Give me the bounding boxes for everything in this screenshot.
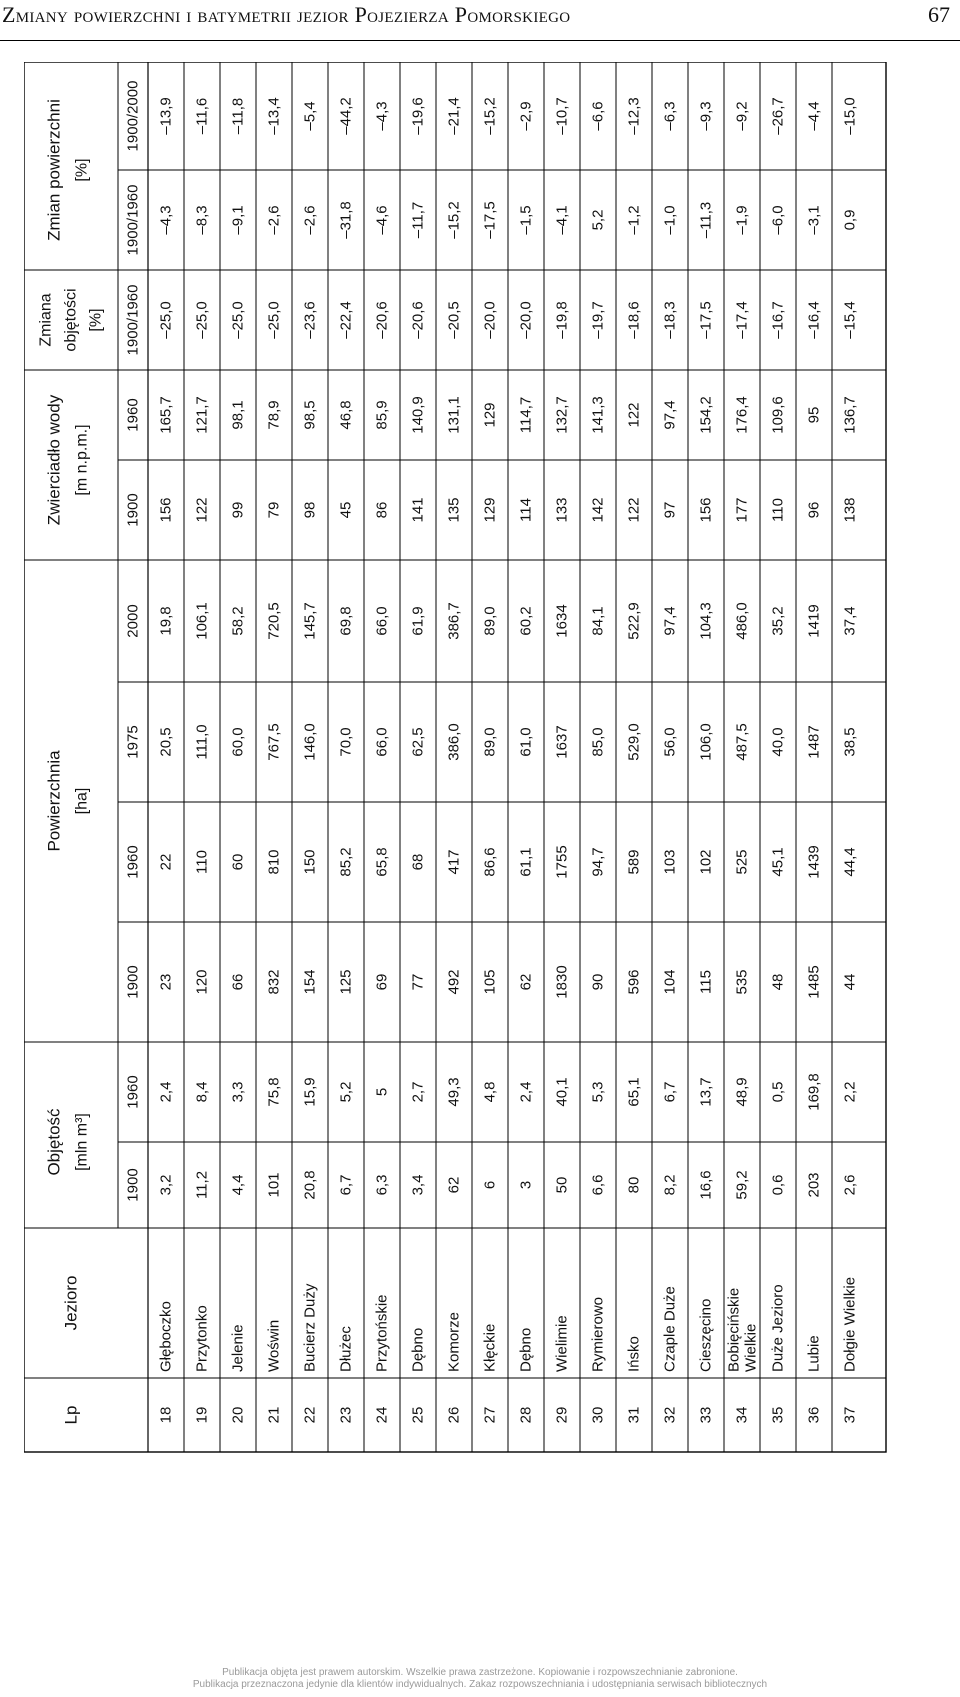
table-cell: 6,3 bbox=[373, 1174, 391, 1196]
table-cell: –15,0 bbox=[841, 97, 859, 135]
table-cell: 89,0 bbox=[481, 606, 499, 636]
table-cell: 131,1 bbox=[445, 396, 463, 434]
lp-cell: 28 bbox=[517, 1406, 535, 1424]
header-lp: Lp bbox=[61, 1405, 81, 1425]
table-cell: 122 bbox=[625, 497, 643, 523]
table-cell: –4,3 bbox=[373, 101, 391, 131]
table-cell: 487,5 bbox=[733, 723, 751, 761]
table-cell: –19,6 bbox=[409, 97, 427, 135]
lp-cell: 29 bbox=[553, 1406, 571, 1424]
table-cell: –11,7 bbox=[409, 201, 427, 239]
subheader-cell: 1900 bbox=[124, 1168, 142, 1202]
table-cell: –4,4 bbox=[805, 101, 823, 131]
table-cell: 596 bbox=[625, 969, 643, 995]
table-cell: 492 bbox=[445, 969, 463, 995]
page-header bbox=[0, 0, 960, 41]
lp-cell: 18 bbox=[157, 1406, 175, 1424]
subheader-cell: 2000 bbox=[124, 604, 142, 638]
table-cell: –16,4 bbox=[805, 301, 823, 339]
table-cell: 38,5 bbox=[841, 727, 859, 757]
table-cell: 70,0 bbox=[337, 727, 355, 757]
table-cell: –11,6 bbox=[193, 97, 211, 135]
table-cell: –2,9 bbox=[517, 101, 535, 131]
table-cell: –4,6 bbox=[373, 205, 391, 235]
table-cell: 40,1 bbox=[553, 1077, 571, 1107]
table-cell: 16,6 bbox=[697, 1170, 715, 1200]
table-cell: 99 bbox=[229, 501, 247, 519]
table-cell: 522,9 bbox=[625, 602, 643, 640]
header-area-change: Zmian powierzchni bbox=[44, 99, 64, 241]
lp-cell: 27 bbox=[481, 1406, 499, 1424]
table-cell: 5,3 bbox=[589, 1081, 607, 1103]
table-cell: 156 bbox=[157, 497, 175, 523]
footer-line-1: Publikacja objęta jest prawem autorskim. Wszelkie prawa zastrzeżone. Kopiowanie i rozpowszechnianie zabronione. bbox=[222, 1667, 738, 1678]
table-cell: 386,7 bbox=[445, 602, 463, 640]
table-cell: 3,4 bbox=[409, 1174, 427, 1196]
lp-cell: 37 bbox=[841, 1406, 859, 1424]
table-cell: 4,8 bbox=[481, 1081, 499, 1103]
table-cell: 129 bbox=[481, 402, 499, 428]
table-cell: 50 bbox=[553, 1176, 571, 1194]
table-cell: 75,8 bbox=[265, 1077, 283, 1107]
table-cell: 104,3 bbox=[697, 602, 715, 640]
table-cell: 2,4 bbox=[157, 1081, 175, 1103]
subheader-cell: 1900/1960 bbox=[124, 184, 142, 256]
table-cell: 23 bbox=[157, 973, 175, 991]
table-cell: 79 bbox=[265, 501, 283, 519]
table-cell: 120 bbox=[193, 969, 211, 995]
lp-cell: 30 bbox=[589, 1406, 607, 1424]
table-cell: –1,0 bbox=[661, 205, 679, 235]
table-cell: 45 bbox=[337, 501, 355, 519]
table-cell: 2,4 bbox=[517, 1081, 535, 1103]
table-cell: –10,7 bbox=[553, 97, 571, 135]
table-cell: 110 bbox=[769, 498, 787, 522]
lake-name-cell: Cieszęcino bbox=[697, 1298, 715, 1372]
table-cell: –1,2 bbox=[625, 205, 643, 235]
table-cell: –1,9 bbox=[733, 205, 751, 235]
table-cell: 69,8 bbox=[337, 606, 355, 636]
table-cell: –4,3 bbox=[157, 205, 175, 235]
table-cell: 65,1 bbox=[625, 1077, 643, 1107]
table-cell: –20,6 bbox=[373, 301, 391, 339]
table-cell: 0,5 bbox=[769, 1081, 787, 1103]
lake-name-cell: Ińsko bbox=[625, 1336, 643, 1372]
table-cell: 122 bbox=[193, 497, 211, 523]
table-cell: 5,2 bbox=[337, 1081, 355, 1103]
table-cell: –19,7 bbox=[589, 301, 607, 339]
header-lake: Jezioro bbox=[61, 1275, 81, 1331]
table-cell: –9,3 bbox=[697, 101, 715, 131]
table-cell: 20,8 bbox=[301, 1170, 319, 1200]
table-cell: 97,4 bbox=[661, 400, 679, 430]
table-cell: 132,7 bbox=[553, 396, 571, 434]
table-cell: 8,2 bbox=[661, 1174, 679, 1196]
table-cell: 8,4 bbox=[193, 1081, 211, 1103]
table-cell: 2,2 bbox=[841, 1081, 859, 1103]
table-cell: 89,0 bbox=[481, 727, 499, 757]
table-cell: –15,4 bbox=[841, 301, 859, 339]
table-cell: –6,3 bbox=[661, 101, 679, 131]
table-svg bbox=[24, 62, 960, 1462]
table-cell: –44,2 bbox=[337, 97, 355, 135]
table-cell: 66,0 bbox=[373, 727, 391, 757]
table-cell: 62,5 bbox=[409, 727, 427, 757]
table-cell: 3 bbox=[517, 1180, 535, 1190]
table-cell: 810 bbox=[265, 849, 283, 875]
table-cell: 48,9 bbox=[733, 1077, 751, 1107]
table-cell: 48 bbox=[769, 973, 787, 991]
table-cell: 1419 bbox=[805, 604, 823, 638]
table-cell: –25,0 bbox=[265, 301, 283, 339]
header-area-unit: [ha] bbox=[73, 787, 91, 815]
table-cell: –11,3 bbox=[697, 201, 715, 239]
table-cell: 1830 bbox=[553, 965, 571, 999]
table-cell: 589 bbox=[625, 849, 643, 875]
table-cell: 5,2 bbox=[589, 209, 607, 231]
table-cell: –2,6 bbox=[265, 205, 283, 235]
table-cell: 1755 bbox=[553, 845, 571, 879]
table-cell: 62 bbox=[517, 973, 535, 991]
table-cell: 103 bbox=[661, 849, 679, 875]
table-cell: 58,2 bbox=[229, 606, 247, 636]
table-cell: 66 bbox=[229, 973, 247, 991]
table-cell: –16,7 bbox=[769, 301, 787, 339]
table-cell: 3,3 bbox=[229, 1081, 247, 1103]
lake-name-cell: Kłęckie bbox=[481, 1323, 499, 1372]
table-cell: 114 bbox=[517, 498, 535, 522]
lake-name-cell: Jelenie bbox=[229, 1324, 247, 1372]
copyright-footer bbox=[0, 1667, 960, 1691]
table-cell: 3,2 bbox=[157, 1174, 175, 1196]
table-cell: 525 bbox=[733, 849, 751, 875]
header-area-change-unit: [%] bbox=[73, 158, 91, 182]
table-cell: 46,8 bbox=[337, 400, 355, 430]
table-cell: 49,3 bbox=[445, 1077, 463, 1107]
table-cell: 60,0 bbox=[229, 727, 247, 757]
header-water-level: Zwierciadło wody bbox=[44, 394, 64, 526]
table-cell: –6,6 bbox=[589, 101, 607, 131]
table-cell: 176,4 bbox=[733, 396, 751, 434]
table-cell: 6,6 bbox=[589, 1174, 607, 1196]
lp-cell: 31 bbox=[625, 1406, 643, 1424]
table-cell: 165,7 bbox=[157, 396, 175, 434]
table-cell: –25,0 bbox=[229, 301, 247, 339]
table-cell: 146,0 bbox=[301, 723, 319, 761]
subheader-cell: 1900/2000 bbox=[124, 80, 142, 152]
table-cell: 832 bbox=[265, 969, 283, 995]
table-cell: –3,1 bbox=[805, 205, 823, 235]
header-volume-change-2: objętości bbox=[62, 288, 80, 352]
table-cell: 2,6 bbox=[841, 1174, 859, 1196]
lp-cell: 23 bbox=[337, 1406, 355, 1424]
table-cell: –11,8 bbox=[229, 97, 247, 135]
table-cell: –17,4 bbox=[733, 301, 751, 339]
table-cell: 122 bbox=[625, 402, 643, 428]
lake-name-cell: Bobięcińskie bbox=[725, 1287, 743, 1372]
table-cell: 141 bbox=[409, 497, 427, 523]
subheader-cell: 1975 bbox=[124, 725, 142, 759]
table-cell: –20,0 bbox=[517, 301, 535, 339]
lp-cell: 26 bbox=[445, 1406, 463, 1424]
table-cell: 101 bbox=[265, 1172, 283, 1198]
table-cell: 5 bbox=[373, 1087, 391, 1097]
header-volume-unit: [mln m³] bbox=[73, 1113, 91, 1171]
table-cell: 114,7 bbox=[517, 396, 535, 434]
table-cell: 109,6 bbox=[769, 396, 787, 434]
table-cell: –15,2 bbox=[481, 97, 499, 135]
rotated-data-table bbox=[24, 62, 960, 1462]
table-cell: 111,0 bbox=[193, 724, 211, 760]
table-cell: 417 bbox=[445, 849, 463, 875]
lp-cell: 24 bbox=[373, 1406, 391, 1424]
table-cell: 102 bbox=[697, 849, 715, 875]
table-cell: 90 bbox=[589, 973, 607, 991]
table-cell: 1637 bbox=[553, 725, 571, 759]
table-cell: –4,1 bbox=[553, 205, 571, 235]
lp-cell: 22 bbox=[301, 1406, 319, 1424]
table-cell: 56,0 bbox=[661, 727, 679, 757]
table-cell: 61,0 bbox=[517, 727, 535, 757]
table-cell: 66,0 bbox=[373, 606, 391, 636]
table-cell: 4,4 bbox=[229, 1174, 247, 1196]
table-cell: –15,2 bbox=[445, 201, 463, 239]
lake-name-cell: Dębno bbox=[517, 1327, 535, 1372]
table-cell: 85,9 bbox=[373, 400, 391, 430]
table-cell: –23,6 bbox=[301, 301, 319, 339]
table-cell: 84,1 bbox=[589, 606, 607, 636]
table-cell: –20,0 bbox=[481, 301, 499, 339]
table-cell: –13,9 bbox=[157, 97, 175, 135]
subheader-cell: 1900 bbox=[124, 965, 142, 999]
lp-cell: 20 bbox=[229, 1406, 247, 1424]
header-area: Powierzchnia bbox=[44, 750, 64, 852]
table-cell: 98,1 bbox=[229, 400, 247, 430]
subheader-cell: 1960 bbox=[124, 1075, 142, 1109]
table-cell: 135 bbox=[445, 497, 463, 523]
lake-name-cell: Dołgie Wielkie bbox=[841, 1276, 859, 1372]
lake-name-cell: Komorze bbox=[445, 1311, 463, 1372]
table-cell: 115 bbox=[697, 970, 715, 994]
table-cell: 2,7 bbox=[409, 1081, 427, 1103]
lp-cell: 35 bbox=[769, 1406, 787, 1424]
table-cell: 1634 bbox=[553, 604, 571, 638]
table-cell: –17,5 bbox=[697, 301, 715, 339]
header-volume-change-unit: [%] bbox=[87, 308, 105, 332]
table-cell: 37,4 bbox=[841, 606, 859, 636]
table-cell: 86,6 bbox=[481, 847, 499, 877]
table-cell: 22 bbox=[157, 853, 175, 871]
table-cell: –17,5 bbox=[481, 201, 499, 239]
table-cell: 62 bbox=[445, 1176, 463, 1194]
table-cell: –13,4 bbox=[265, 97, 283, 135]
table-cell: 1439 bbox=[805, 845, 823, 879]
table-cell: 68 bbox=[409, 853, 427, 871]
table-cell: –21,4 bbox=[445, 97, 463, 135]
table-cell: 154 bbox=[301, 969, 319, 995]
table-cell: 11,2 bbox=[193, 1170, 211, 1200]
table-cell: 60,2 bbox=[517, 606, 535, 636]
lake-name-cell: Przytońskie bbox=[373, 1294, 391, 1372]
table-cell: 121,7 bbox=[193, 396, 211, 434]
page-number: 67 bbox=[928, 2, 950, 27]
table-cell: 61,9 bbox=[409, 606, 427, 636]
table-cell: 6 bbox=[481, 1180, 499, 1190]
table-cell: 140,9 bbox=[409, 396, 427, 434]
table-cell: 767,5 bbox=[265, 723, 283, 761]
table-cell: 154,2 bbox=[697, 396, 715, 434]
table-cell: –18,6 bbox=[625, 301, 643, 339]
table-cell: 0,6 bbox=[769, 1174, 787, 1196]
table-cell: 141,3 bbox=[589, 396, 607, 434]
table-cell: 97,4 bbox=[661, 606, 679, 636]
table-cell: 1487 bbox=[805, 725, 823, 759]
table-cell: 106,0 bbox=[697, 723, 715, 761]
lp-cell: 36 bbox=[805, 1406, 823, 1424]
table-cell: –25,0 bbox=[157, 301, 175, 339]
header-water-level-unit: [m n.p.m.] bbox=[73, 424, 91, 496]
running-title: Zmiany powierzchni i batymetrii jezior Pojezierza Pomorskiego bbox=[2, 2, 571, 27]
subheader-cell: 1900/1960 bbox=[124, 284, 142, 356]
table-cell: –31,8 bbox=[337, 201, 355, 239]
table-cell: 150 bbox=[301, 849, 319, 875]
table-cell: 96 bbox=[805, 501, 823, 519]
table-cell: 59,2 bbox=[733, 1170, 751, 1200]
table-cell: 95 bbox=[805, 406, 823, 424]
table-cell: 13,7 bbox=[697, 1077, 715, 1107]
table-cell: 386,0 bbox=[445, 723, 463, 761]
table-cell: 133 bbox=[553, 497, 571, 523]
table-cell: 720,5 bbox=[265, 602, 283, 640]
table-cell: 65,8 bbox=[373, 847, 391, 877]
footer-line-2: Publikacja przeznaczona jedynie dla klientów indywidualnych. Zakaz rozpowszechniania i udostępniania serwisach bibliotecznych bbox=[192, 1679, 768, 1690]
table-cell: 69 bbox=[373, 973, 391, 991]
table-cell: 136,7 bbox=[841, 396, 859, 434]
table-cell: 97 bbox=[661, 501, 679, 519]
table-cell: 486,0 bbox=[733, 602, 751, 640]
table-cell: –18,3 bbox=[661, 301, 679, 339]
lake-name-cell: Dębno bbox=[409, 1327, 427, 1372]
lake-name-cell: Duże Jezioro bbox=[769, 1284, 787, 1372]
lp-cell: 19 bbox=[193, 1406, 211, 1424]
lake-name-cell: Wielkie bbox=[742, 1323, 760, 1372]
table-cell: 94,7 bbox=[589, 847, 607, 877]
subheader-cell: 1960 bbox=[124, 398, 142, 432]
table-cell: –6,0 bbox=[769, 205, 787, 235]
table-cell: 110 bbox=[193, 850, 211, 874]
table-cell: 61,1 bbox=[517, 847, 535, 877]
table-cell: 203 bbox=[805, 1172, 823, 1198]
table-cell: 44,4 bbox=[841, 847, 859, 877]
lp-cell: 33 bbox=[697, 1406, 715, 1424]
subheader-cell: 1900 bbox=[124, 493, 142, 527]
table-cell: 45,1 bbox=[769, 847, 787, 877]
table-cell: 106,1 bbox=[193, 602, 211, 640]
table-cell: 98 bbox=[301, 501, 319, 519]
lake-name-cell: Woświn bbox=[265, 1319, 283, 1372]
table-cell: 529,0 bbox=[625, 723, 643, 761]
table-cell: 138 bbox=[841, 497, 859, 523]
table-cell: –20,5 bbox=[445, 301, 463, 339]
table-cell: –19,8 bbox=[553, 301, 571, 339]
table-cell: 35,2 bbox=[769, 606, 787, 636]
table-cell: –25,0 bbox=[193, 301, 211, 339]
table-cell: 40,0 bbox=[769, 727, 787, 757]
table-cell: 85,0 bbox=[589, 727, 607, 757]
lp-cell: 25 bbox=[409, 1406, 427, 1424]
table-cell: 98,5 bbox=[301, 400, 319, 430]
lake-name-cell: Czaple Duże bbox=[661, 1286, 679, 1372]
lake-name-cell: Bucierz Duży bbox=[301, 1283, 319, 1372]
table-cell: 142 bbox=[589, 497, 607, 523]
subheader-cell: 1960 bbox=[124, 845, 142, 879]
table-cell: –22,4 bbox=[337, 301, 355, 339]
table-cell: –12,3 bbox=[625, 97, 643, 135]
lake-name-cell: Głęboczko bbox=[157, 1301, 175, 1372]
table-cell: 535 bbox=[733, 969, 751, 995]
lake-name-cell: Wielimie bbox=[553, 1315, 571, 1372]
table-cell: 15,9 bbox=[301, 1077, 319, 1107]
table-cell: 77 bbox=[409, 973, 427, 991]
table-cell: –9,2 bbox=[733, 101, 751, 131]
table-cell: 125 bbox=[337, 969, 355, 995]
table-cell: 6,7 bbox=[337, 1174, 355, 1196]
table-cell: 145,7 bbox=[301, 602, 319, 640]
table-cell: 80 bbox=[625, 1176, 643, 1194]
lp-cell: 32 bbox=[661, 1406, 679, 1424]
table-cell: –2,6 bbox=[301, 205, 319, 235]
table-cell: 129 bbox=[481, 497, 499, 523]
table-cell: 6,7 bbox=[661, 1081, 679, 1103]
table-cell: 86 bbox=[373, 501, 391, 519]
table-cell: –9,1 bbox=[229, 205, 247, 235]
table-cell: 78,9 bbox=[265, 400, 283, 430]
header-volume: Objętość bbox=[44, 1108, 64, 1176]
table-cell: 1485 bbox=[805, 965, 823, 999]
table-cell: 104 bbox=[661, 969, 679, 995]
lp-cell: 34 bbox=[733, 1406, 751, 1424]
lp-cell: 21 bbox=[265, 1406, 283, 1424]
table-cell: 19,8 bbox=[157, 606, 175, 636]
table-cell: 0,9 bbox=[841, 209, 859, 231]
table-cell: –26,7 bbox=[769, 97, 787, 135]
table-cell: 44 bbox=[841, 973, 859, 991]
table-cell: 20,5 bbox=[157, 727, 175, 757]
table-cell: 156 bbox=[697, 497, 715, 523]
lake-name-cell: Lubie bbox=[805, 1335, 823, 1372]
table-cell: 105 bbox=[481, 969, 499, 995]
lake-name-cell: Przytonko bbox=[193, 1305, 211, 1372]
table-cell: –1,5 bbox=[517, 205, 535, 235]
lake-name-cell: Rymierowo bbox=[589, 1296, 607, 1372]
table-cell: 85,2 bbox=[337, 847, 355, 877]
table-cell: 169,8 bbox=[805, 1073, 823, 1111]
table-cell: 60 bbox=[229, 853, 247, 871]
table-cell: –8,3 bbox=[193, 205, 211, 235]
table-cell: 177 bbox=[733, 497, 751, 523]
table-cell: –20,6 bbox=[409, 301, 427, 339]
table-cell: –5,4 bbox=[301, 101, 319, 131]
lake-name-cell: Dłużec bbox=[337, 1326, 355, 1372]
header-volume-change-1: Zmiana bbox=[37, 293, 55, 347]
